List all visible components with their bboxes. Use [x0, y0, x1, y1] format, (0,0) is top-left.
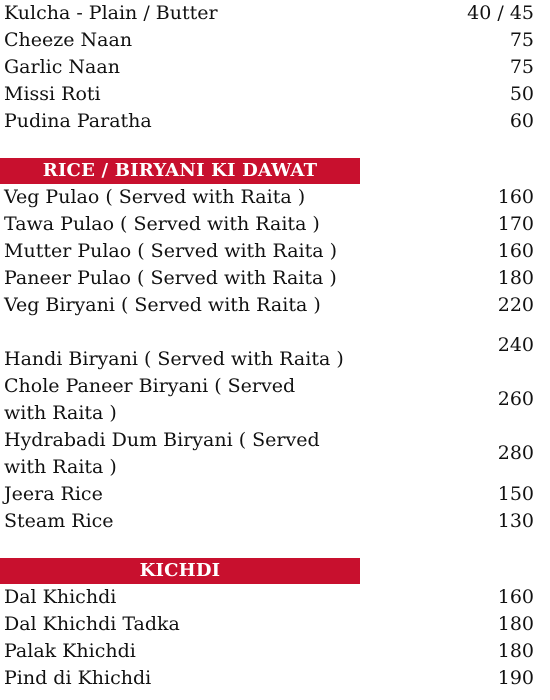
- menu-item: [0, 638, 550, 665]
- item-price: 180: [497, 613, 534, 635]
- item-name: Missi Roti: [4, 83, 101, 105]
- menu-item: [0, 238, 550, 265]
- spacer: [0, 319, 550, 346]
- menu-item: [0, 611, 550, 638]
- section-header: KICHDI: [0, 558, 360, 584]
- menu-item: [0, 27, 550, 54]
- item-price: 190: [497, 667, 534, 689]
- menu-item: [0, 81, 550, 108]
- item-name: Palak Khichdi: [4, 640, 136, 662]
- menu-item: [0, 54, 550, 81]
- menu-item: [0, 481, 550, 508]
- breads-section: [0, 0, 550, 135]
- item-name: Mutter Pulao ( Served with Raita ): [4, 240, 338, 262]
- item-price: 170: [497, 213, 534, 235]
- item-name: Steam Rice: [4, 510, 114, 532]
- item-name: Veg Biryani ( Served with Raita ): [4, 294, 321, 316]
- spacer: [0, 535, 550, 558]
- menu-item: [0, 108, 550, 135]
- menu-item: [0, 373, 550, 427]
- item-price: 160: [497, 240, 534, 262]
- rice-biryani-section: [0, 158, 550, 535]
- item-name: Jeera Rice: [4, 483, 103, 505]
- section-header: RICE / BIRYANI KI DAWAT: [0, 158, 360, 184]
- menu-item: [0, 292, 550, 319]
- item-name: Handi Biryani ( Served with Raita ): [4, 348, 344, 370]
- item-price: 40 / 45: [467, 2, 534, 24]
- menu-item: [0, 0, 550, 27]
- item-name: Cheeze Naan: [4, 29, 133, 51]
- menu-item: [0, 584, 550, 611]
- item-name: Dal Khichdi: [4, 586, 117, 608]
- item-price: 75: [509, 29, 534, 51]
- menu-item: [0, 334, 550, 373]
- item-price: 75: [509, 56, 534, 78]
- menu-item: [0, 265, 550, 292]
- menu-item: [0, 427, 550, 481]
- item-price: 160: [497, 586, 534, 608]
- item-name: Paneer Pulao ( Served with Raita ): [4, 267, 337, 289]
- item-price: 240: [497, 334, 534, 356]
- item-price: 260: [497, 388, 534, 410]
- menu-item: [0, 665, 550, 692]
- menu-item: [0, 184, 550, 211]
- menu-item: [0, 508, 550, 535]
- item-price: 50: [509, 83, 534, 105]
- item-price: 60: [509, 110, 534, 132]
- item-price: 180: [497, 267, 534, 289]
- menu-item: [0, 211, 550, 238]
- item-name: Hydrabadi Dum Biryani ( Served with Raita ): [4, 429, 320, 478]
- item-name: Kulcha - Plain / Butter: [4, 2, 218, 24]
- item-price: 160: [497, 186, 534, 208]
- item-name: Chole Paneer Biryani ( Served with Raita ): [4, 375, 296, 424]
- item-name: Pudina Paratha: [4, 110, 152, 132]
- item-price: 150: [497, 483, 534, 505]
- item-price: 180: [497, 640, 534, 662]
- item-price: 220: [497, 294, 534, 316]
- item-name: Veg Pulao ( Served with Raita ): [4, 186, 306, 208]
- item-name: Dal Khichdi Tadka: [4, 613, 180, 635]
- item-name: Pind di Khichdi: [4, 667, 152, 689]
- item-name: Tawa Pulao ( Served with Raita ): [4, 213, 320, 235]
- kichdi-section: [0, 558, 550, 692]
- spacer: [0, 135, 550, 158]
- item-price: 130: [497, 510, 534, 532]
- item-price: 280: [497, 442, 534, 464]
- item-name: Garlic Naan: [4, 56, 120, 78]
